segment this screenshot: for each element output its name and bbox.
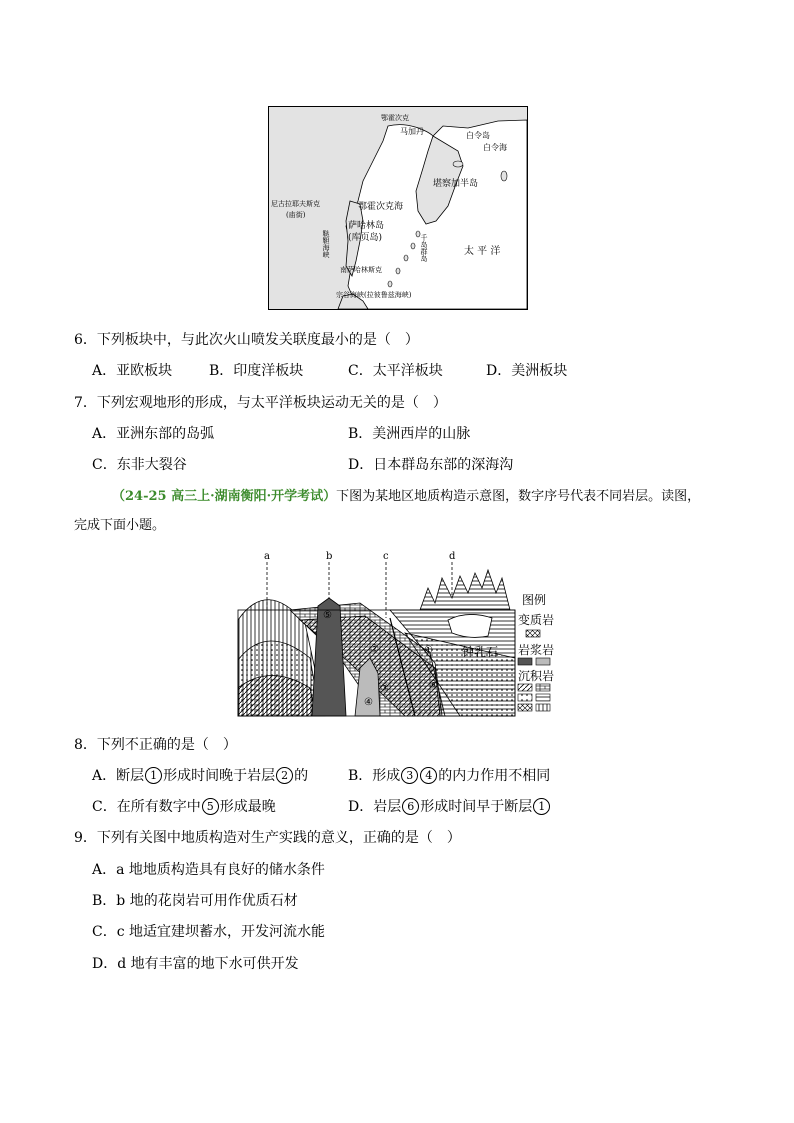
legend-igneous: 岩浆岩: [518, 643, 555, 657]
label-kuye: (库页岛): [348, 233, 383, 243]
label-pacific: 太 平 洋: [464, 246, 501, 257]
kamchatka-map: [268, 106, 528, 310]
site-c: c: [383, 551, 389, 562]
q8-option-a[interactable]: A．断层 1 形成时间晚于岩层 2 的: [92, 768, 309, 784]
cave-label: 钟乳石: [462, 645, 499, 659]
label-soya: 宗谷海峡(拉彼鲁兹海峡): [336, 291, 412, 299]
label-tatar: 鞑靼海峡: [322, 230, 330, 258]
q8-stem: 8．下列不正确的是（ ）: [74, 737, 237, 753]
legend-metamorphic: 变质岩: [518, 613, 555, 627]
intro-text-2: 完成下面小题。: [74, 518, 166, 533]
q7-option-c[interactable]: C．东非大裂谷: [92, 457, 187, 473]
label-bering-sea: 白令海: [483, 143, 507, 152]
layer-5: ⑤: [323, 610, 332, 621]
label-kamchatka: 堪察加半岛: [433, 179, 479, 189]
q7-option-a[interactable]: A．亚洲东部的岛弧: [92, 426, 215, 442]
layer-4: ④: [364, 697, 373, 708]
geology-diagram: [230, 548, 566, 720]
q9-option-b[interactable]: B．b 地的花岗岩可用作优质石材: [92, 893, 298, 909]
group-intro: [112, 487, 700, 507]
label-miaojie: (庙街): [286, 211, 306, 219]
q9-stem: 9．下列有关图中地质构造对生产实践的意义，正确的是（ ）: [74, 830, 461, 846]
q7-option-b[interactable]: B．美洲西岸的山脉: [348, 426, 471, 442]
layer-1: ①: [424, 645, 433, 656]
intro-text-1: 下图为某地区地质构造示意图，数字序号代表不同岩层。读图，: [336, 489, 701, 504]
legend-sedimentary: 沉积岩: [518, 669, 555, 683]
site-a: a: [264, 551, 270, 562]
q7-option-d[interactable]: D．日本群岛东部的深海沟: [348, 457, 514, 473]
q9-option-d[interactable]: D．d 地有丰富的地下水可供开发: [92, 956, 299, 972]
q6-option-d[interactable]: D．美洲板块: [486, 363, 568, 379]
site-b: b: [326, 551, 333, 562]
label-okhotsk-sea: 鄂霍次克海: [358, 202, 404, 212]
q6-option-c[interactable]: C．太平洋板块: [348, 363, 443, 379]
geo-legend: [518, 592, 554, 711]
q8-option-d[interactable]: D．岩层 6 形成时间早于断层 1: [348, 797, 551, 817]
q6-option-b[interactable]: B．印度洋板块: [209, 363, 304, 379]
q6-stem: 6．下列板块中，与此次火山喷发关联度最小的是（ ）: [74, 332, 419, 348]
q6-option-a[interactable]: A．亚欧板块: [92, 363, 173, 379]
layer-3: ③: [380, 683, 389, 694]
label-okhotsk-north: 鄂霍次克: [381, 114, 409, 122]
q9-option-c[interactable]: C．c 地适宜建坝蓄水，开发河流水能: [92, 924, 326, 940]
legend-title: 图例: [522, 593, 547, 607]
label-magadan: 马加丹: [400, 127, 424, 136]
label-kuril: 千岛群岛: [420, 234, 428, 262]
q8-option-c[interactable]: C．在所有数字中 5 形成最晚: [92, 799, 276, 815]
label-sakhalin: 萨哈林岛: [348, 221, 385, 231]
source-tag: （24-25 高三上·湖南衡阳·开学考试）: [112, 489, 337, 504]
layer-2: ②: [370, 644, 379, 655]
label-nikolayevsk: 尼古拉耶夫斯克: [271, 200, 320, 208]
label-bering-island: 白令岛: [466, 131, 490, 140]
label-yuzhno: 南萨哈林斯克: [340, 266, 382, 274]
q7-stem: 7．下列宏观地形的形成，与太平洋板块运动无关的是（ ）: [74, 395, 447, 411]
site-d: d: [449, 551, 456, 562]
q9-option-a[interactable]: A．a 地地质构造具有良好的储水条件: [92, 862, 325, 878]
layer-6: ⑥: [429, 680, 438, 691]
q8-option-b[interactable]: B．形成 3 4 的内力作用不相同: [348, 768, 551, 784]
